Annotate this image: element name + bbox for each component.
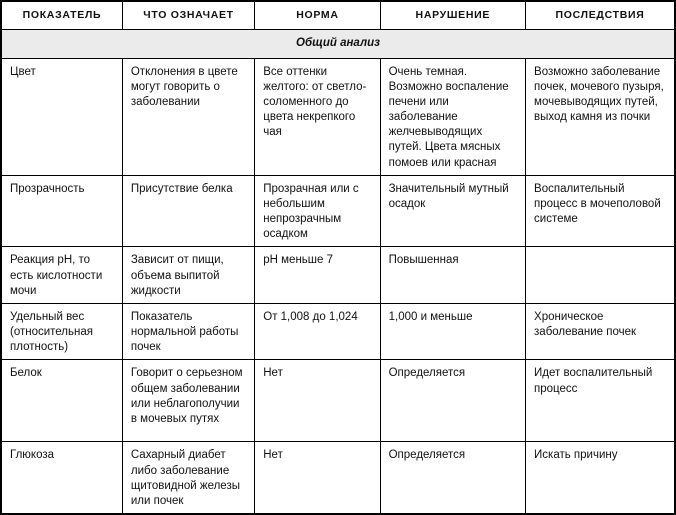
table-cell: Возможно заболевание почек, мочевого пузыря, мочевыводящих путей, выход камня из почки [526,58,675,175]
table-row-protein [1,360,675,442]
table-cell: Искать причину [526,442,675,514]
section-row [1,29,675,58]
table-cell: Белок [1,360,122,442]
column-header-violation: НАРУШЕНИЕ [380,1,525,29]
table-row-glucose [1,442,675,514]
table-cell: Отклонения в цвете могут говорить о заболевании [122,58,254,175]
table-row-color [1,58,675,175]
table-cell [526,247,675,304]
table-cell: Нет [255,442,380,514]
table-cell: Говорит о серьезном общем заболевании или неблагополучии в мочевых путях [122,360,254,442]
table-cell: Значительный мутный осадок [380,175,525,247]
table-cell: Цвет [1,58,122,175]
table-cell: Реакция рН, то есть кислотности мочи [1,247,122,304]
column-header-consequences: ПОСЛЕДСТВИЯ [526,1,675,29]
table-cell: Определяется [380,442,525,514]
table-cell: Определяется [380,360,525,442]
table-row-transparency [1,175,675,247]
table-cell: От 1,008 до 1,024 [255,303,380,360]
table-cell: 1,000 и меньше [380,303,525,360]
table-cell: Идет воспалительный процесс [526,360,675,442]
table-cell: Показатель нормальной работы почек [122,303,254,360]
table-row-specific-gravity [1,303,675,360]
column-header-indicator: ПОКАЗАТЕЛЬ [1,1,122,29]
table-cell: Удельный вес (относительная плотность) [1,303,122,360]
column-header-norm: НОРМА [255,1,380,29]
table-cell: Нет [255,360,380,442]
table-cell: рН меньше 7 [255,247,380,304]
table-cell: Воспалительный процесс в мочеполовой системе [526,175,675,247]
table-cell: Зависит от пищи, объема выпитой жидкости [122,247,254,304]
table-cell: Сахарный диабет либо заболевание щитовидной железы или почек [122,442,254,514]
table-cell: Повышенная [380,247,525,304]
table-cell: Глюкоза [1,442,122,514]
table-cell: Все оттенки желтого: от светло-соломенного до цвета некрепкого чая [255,58,380,175]
table-cell: Присутствие белка [122,175,254,247]
column-header-meaning: ЧТО ОЗНАЧАЕТ [122,1,254,29]
table-cell: Прозрачная или с небольшим непрозрачным осадком [255,175,380,247]
header-row [1,1,675,29]
table-row-ph [1,247,675,304]
table-cell: Прозрачность [1,175,122,247]
table-cell: Хроническое заболевание почек [526,303,675,360]
section-title: Общий анализ [1,29,675,58]
table-cell: Очень темная. Возможно воспаление печени или заболевание желчевыводящих путей. Цвета мясных помоев или красная [380,58,525,175]
